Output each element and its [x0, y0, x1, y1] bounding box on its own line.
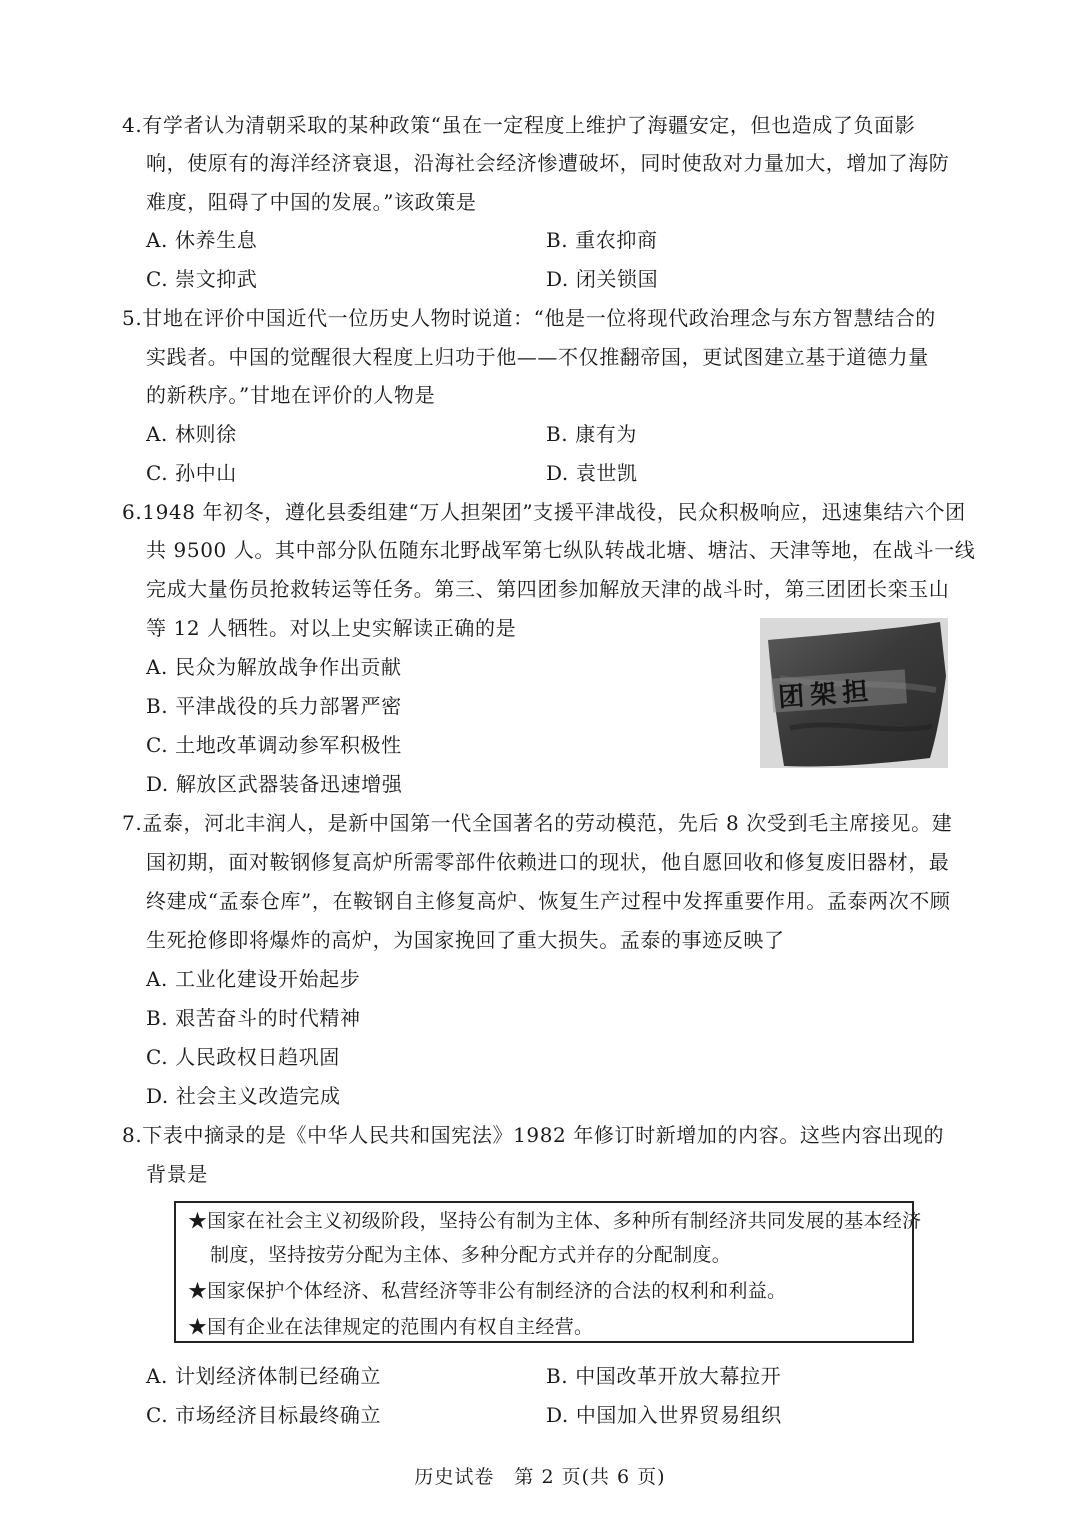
q4-stem-line-3: 难度，阻碍了中国的发展。”该政策是 [146, 190, 477, 214]
excerpt-item-1-line-2: 制度，坚持按劳分配为主体、多种分配方式并存的分配制度。 [210, 1244, 732, 1266]
flag-illustration [760, 618, 948, 768]
q4-option-b[interactable]: B. 重农抑商 [546, 228, 658, 252]
excerpt-item-2: ★国家保护个体经济、私营经济等非公有制经济的合法的权利和利益。 [188, 1280, 787, 1302]
q8-option-c[interactable]: C. 市场经济目标最终确立 [146, 1403, 382, 1427]
q7-option-a[interactable]: A. 工业化建设开始起步 [146, 967, 361, 991]
q4-option-c[interactable]: C. 崇文抑武 [146, 267, 258, 291]
q4-stem-line-2: 响，使原有的海洋经济衰退，沿海社会经济惨遭破坏，同时使敌对力量加大，增加了海防 [146, 151, 950, 175]
q8-stem-line-1: 8.下表中摘录的是《中华人民共和国宪法》1982 年修订时新增加的内容。这些内容出现的 [122, 1123, 945, 1147]
q5-stem-line-1: 5.甘地在评价中国近代一位历史人物时说道：“他是一位将现代政治理念与东方智慧结合的 [122, 306, 936, 330]
q7-option-c[interactable]: C. 人民政权日趋巩固 [146, 1045, 340, 1069]
q8-option-b[interactable]: B. 中国改革开放大幕拉开 [546, 1364, 782, 1388]
q5-option-c[interactable]: C. 孙中山 [146, 461, 237, 485]
q5-stem-line-2: 实践者。中国的觉醒很大程度上归功于他——不仅推翻帝国，更试图建立基于道德力量 [146, 345, 929, 369]
q7-stem-line-3: 终建成“孟泰仓库”，在鞍钢自主修复高炉、恢复生产过程中发挥重要作用。孟泰两次不顾 [146, 889, 951, 913]
excerpt-item-3: ★国有企业在法律规定的范围内有权自主经营。 [188, 1316, 594, 1338]
excerpt-item-1-line-1: ★国家在社会主义初级阶段，坚持公有制为主体、多种所有制经济共同发展的基本经济 [188, 1210, 922, 1232]
q7-stem-line-4: 生死抢修即将爆炸的高炉，为国家挽回了重大损失。孟泰的事迹反映了 [146, 928, 785, 952]
q6-option-b[interactable]: B. 平津战役的兵力部署严密 [146, 694, 402, 718]
q4-stem-line-1: 4.有学者认为清朝采取的某种政策“虽在一定程度上维护了海疆安定，但也造成了负面影 [122, 113, 916, 137]
q5-option-d[interactable]: D. 袁世凯 [546, 461, 638, 485]
q7-stem-line-2: 国初期，面对鞍钢修复高炉所需零部件依赖进口的现状，他自愿回收和修复废旧器材，最 [146, 850, 950, 874]
q5-option-a[interactable]: A. 林则徐 [146, 422, 237, 446]
q5-stem-line-3: 的新秩序。”甘地在评价的人物是 [146, 383, 436, 407]
q7-option-d[interactable]: D. 社会主义改造完成 [146, 1084, 341, 1108]
q6-stem-line-2: 共 9500 人。其中部分队伍随东北野战军第七纵队转战北塘、塘沽、天津等地，在战斗一线 [146, 538, 976, 562]
page-footer: 历史试卷 第 2 页(共 6 页) [414, 1466, 666, 1488]
q6-option-a[interactable]: A. 民众为解放战争作出贡献 [146, 655, 402, 679]
q6-option-d[interactable]: D. 解放区武器装备迅速增强 [146, 772, 403, 796]
q8-stem-line-2: 背景是 [146, 1162, 208, 1186]
flag-text: 团架担 [777, 676, 876, 714]
q8-option-a[interactable]: A. 计划经济体制已经确立 [146, 1364, 381, 1388]
q6-stem-line-1: 6.1948 年初冬，遵化县委组建“万人担架团”支援平津战役，民众积极响应，迅速集结六个团 [122, 500, 966, 524]
q6-option-c[interactable]: C. 土地改革调动参军积极性 [146, 733, 402, 757]
q4-option-d[interactable]: D. 闭关锁国 [546, 267, 659, 291]
q5-option-b[interactable]: B. 康有为 [546, 422, 638, 446]
q7-stem-line-1: 7.孟泰，河北丰润人，是新中国第一代全国著名的劳动模范，先后 8 次受到毛主席接见。建 [122, 811, 953, 835]
q4-option-a[interactable]: A. 休养生息 [146, 228, 258, 252]
q8-option-d[interactable]: D. 中国加入世界贸易组织 [546, 1403, 782, 1427]
q6-stem-line-3: 完成大量伤员抢救转运等任务。第三、第四团参加解放天津的战斗时，第三团团长栾玉山 [146, 577, 950, 601]
q6-stem-line-4: 等 12 人牺牲。对以上史实解读正确的是 [146, 616, 517, 640]
stretcher-team-flag-photo [760, 618, 948, 768]
q7-option-b[interactable]: B. 艰苦奋斗的时代精神 [146, 1006, 361, 1030]
